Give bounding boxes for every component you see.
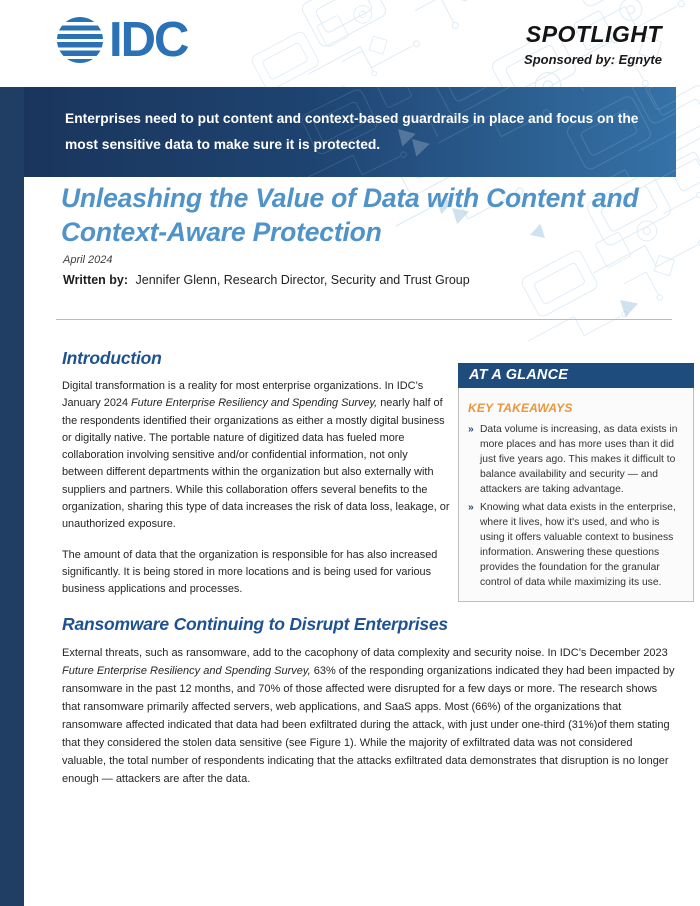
introduction-heading: Introduction	[62, 348, 162, 368]
divider-rule	[56, 319, 672, 320]
ransomware-heading: Ransomware Continuing to Disrupt Enterprises	[62, 613, 448, 634]
takeaway-item	[468, 422, 684, 497]
sponsored-by-label: Sponsored by: Egnyte	[524, 52, 662, 67]
written-by-line	[63, 273, 470, 287]
written-by-label: Written by:	[63, 273, 129, 287]
key-takeaways-label: KEY TAKEAWAYS	[468, 401, 573, 415]
idc-logo-text: IDC	[109, 13, 188, 67]
header-right	[524, 21, 662, 67]
bullet-marker: »	[468, 424, 474, 435]
idc-globe-icon	[57, 17, 103, 63]
doc-title: Unleashing the Value of Data with Content and Context-Aware Protection	[61, 183, 639, 247]
takeaway-text: Knowing what data exists in the enterprise, where it lives, how it's used, and who is using it offers valuable context to business information. Answering these questions provides the foundation for the granular control of data while maximizing its use.	[480, 502, 676, 588]
page-header	[0, 0, 700, 87]
written-by-value: Jennifer Glenn, Research Director, Security and Trust Group	[135, 273, 470, 287]
idc-logo	[57, 13, 188, 67]
banner	[0, 87, 676, 177]
takeaway-text: Data volume is increasing, as data exists in more places and has more uses than it did just five years ago. This makes it difficult to balance availability and security — and attackers are taking advantage.	[480, 424, 678, 495]
introduction-paragraph-2: The amount of data that the organization is responsible for has also increased significantly. It is being stored in more locations and is being used for various business applications and processes.	[62, 548, 438, 596]
banner-text: Enterprises need to put content and context-based guardrails in place and focus on the most sensitive data to make sure it is protected.	[65, 111, 639, 152]
at-a-glance-body	[458, 388, 694, 602]
at-a-glance-header: AT A GLANCE	[458, 363, 694, 388]
doc-date: April 2024	[63, 254, 113, 266]
at-a-glance-box	[458, 363, 694, 602]
left-accent-strip	[0, 87, 24, 906]
introduction-paragraph-1: Digital transformation is a reality for most enterprise organizations. In IDC’s January 2024 Future Enterprise Resiliency and Spending Survey, nearly half of the respondents identified their organizations as either a mostly digital business or digitally native. The portable nature of digitized data has fueled more collaboration involving sensitive and/or confidential information, not only between different departments within the organization but also externally with suppliers and partners. While this collaboration offers several benefits to the organization, sharing this type of data increases the risk of data loss, leakage, or unauthorized exposure.	[62, 380, 450, 531]
takeaway-item	[468, 500, 684, 590]
bullet-marker: »	[468, 502, 474, 513]
ransomware-paragraph: External threats, such as ransomware, add to the cacophony of data complexity and security noise. In IDC’s December 2023 Future Enterprise Resiliency and Spending Survey, 63% of the responding organizations indicated they had been impacted by ransomware in the past 12 months, and 70% of those affected were disrupted for a few days or more. The research shows that ransomware primarily affected servers, web applications, and SaaS apps. Most (66%) of the organizations that ransomware affected indicated that data had been exfiltrated during the attack, with just under one-third (31%)of them stating that they considered the stolen data sensitive (see Figure 1). While the majority of exfiltrated data was not considered valuable, the total number of respondents indicating that the attacks exfiltrated data demonstrates that disruption is no longer enough — attackers are after the data.	[62, 646, 675, 785]
doc-type-label: SPOTLIGHT	[525, 21, 662, 47]
